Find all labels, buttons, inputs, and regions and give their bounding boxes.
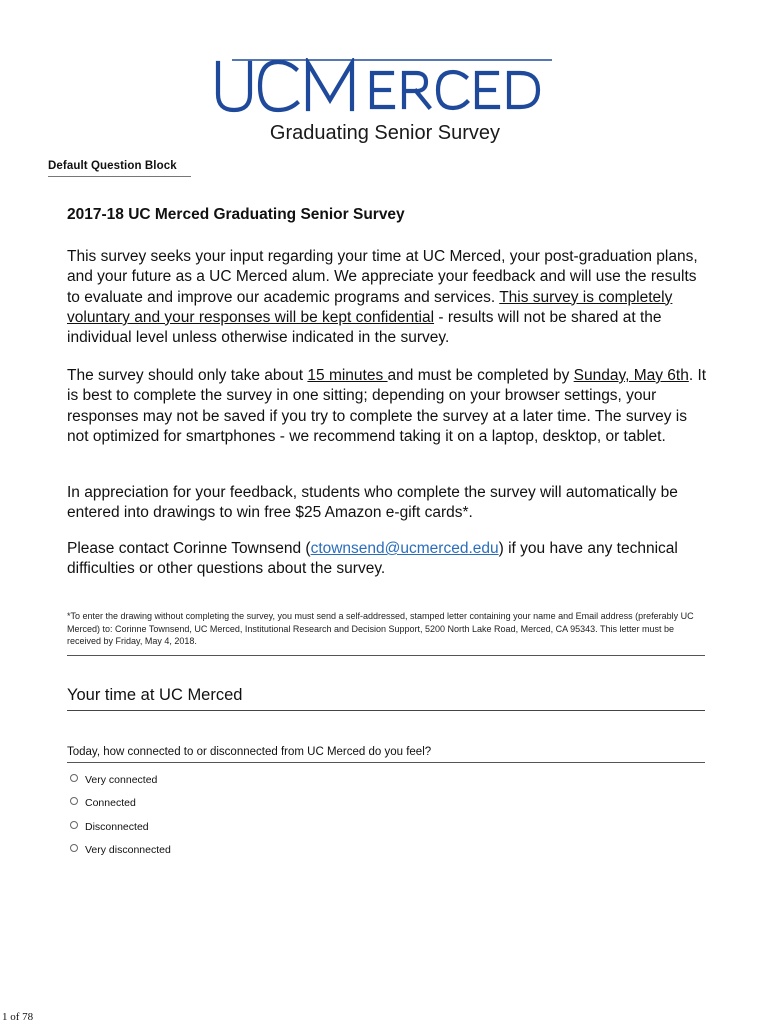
contact-email-link[interactable]: ctownsend@ucmerced.edu bbox=[310, 540, 499, 557]
intro-paragraph-purpose: This survey seeks your input regarding your time at UC Merced, your post-graduation plans, and your future as a UC Merced alum. We appreciate your feedback and will use the results to evaluate and improve our academic programs and services. This survey is completely voluntary and your responses will be kept confidential - results will not be shared at the individual level unless otherwise indicated in the survey. bbox=[67, 248, 698, 347]
question-text: Today, how connected to or disconnected from UC Merced do you feel? bbox=[67, 746, 705, 763]
block-label: Default Question Block bbox=[48, 160, 191, 177]
option-connected[interactable] bbox=[70, 792, 171, 816]
radio-button-icon[interactable] bbox=[70, 797, 78, 805]
option-label: Disconnected bbox=[85, 820, 149, 833]
radio-button-icon[interactable] bbox=[70, 844, 78, 852]
answer-options bbox=[70, 768, 171, 862]
intro-paragraph-incentive: In appreciation for your feedback, students who complete the survey will automatically be entered into drawings to win free $25 Amazon e-gift cards*. bbox=[67, 484, 678, 522]
page-number: 1 of 78 bbox=[2, 1011, 34, 1023]
radio-button-icon[interactable] bbox=[70, 774, 78, 782]
intro-heading: 2017-18 UC Merced Graduating Senior Survey bbox=[67, 206, 405, 223]
drawing-footnote: *To enter the drawing without completing the survey, you must send a self-addressed, stamped letter containing your name and Email address (preferably UC Merced) to: Corinne Townsend, UC Merced, Institutional Research and Decision Support, 5200 North Lake Road, Merced, CA 95343. This letter must be received by Friday, May 4, 2018. bbox=[67, 610, 705, 656]
radio-button-icon[interactable] bbox=[70, 821, 78, 829]
option-label: Connected bbox=[85, 797, 136, 810]
option-label: Very disconnected bbox=[85, 844, 171, 857]
intro-paragraph-contact: Please contact Corinne Townsend (ctownsend@ucmerced.edu) if you have any technical difficulties or other questions about the survey. bbox=[67, 540, 678, 578]
uc-merced-logo bbox=[212, 58, 558, 114]
section-title: Your time at UC Merced bbox=[67, 686, 705, 711]
survey-title: Graduating Senior Survey bbox=[269, 122, 501, 144]
option-label: Very connected bbox=[85, 773, 158, 786]
intro-paragraph-timing: The survey should only take about 15 minutes and must be completed by Sunday, May 6th. It is best to complete the survey in one sitting; depending on your browser settings, your responses may not be saved if you try to complete the survey at a later time. The survey is not optimized for smartphones - we recommend taking it on a laptop, desktop, or tablet. bbox=[67, 367, 707, 445]
option-disconnected[interactable] bbox=[70, 815, 171, 839]
option-very-disconnected[interactable] bbox=[70, 839, 171, 863]
option-very-connected[interactable] bbox=[70, 768, 171, 792]
